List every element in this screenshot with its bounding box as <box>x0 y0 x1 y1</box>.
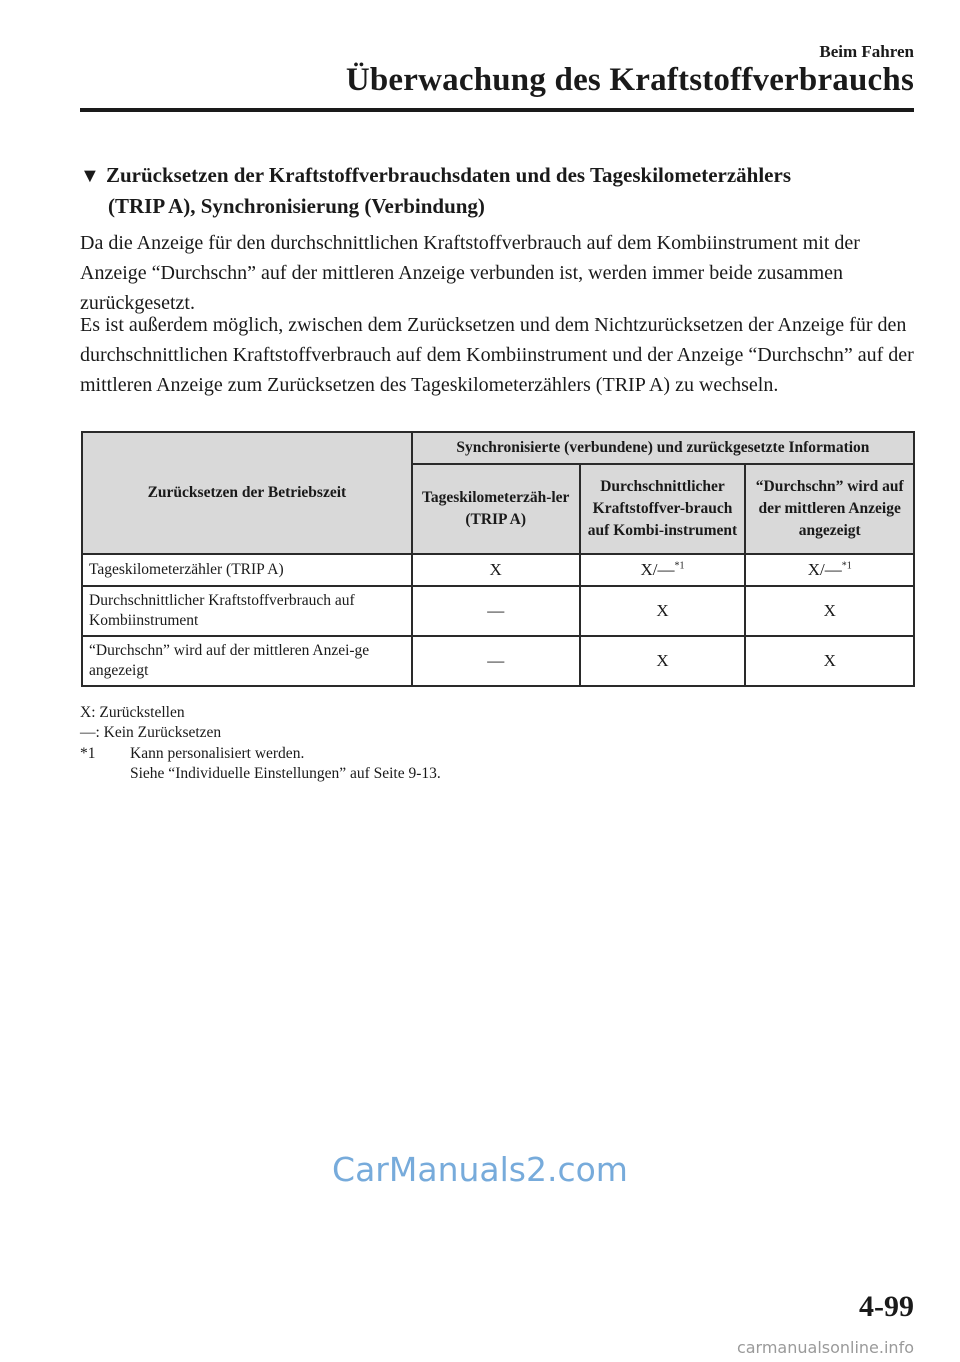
legend-dash: —: Kein Zurücksetzen <box>80 724 222 741</box>
reset-sync-table <box>81 431 915 687</box>
running-header-section: Beim Fahren <box>819 42 914 61</box>
table-group-header: Synchronisierte (verbundene) und zurückgesetzte Information <box>412 432 914 464</box>
running-header-title: Überwachung des Kraftstoffverbrauchs <box>345 62 914 98</box>
table-column-header: Durchschnittlicher Kraftstoffver-brauch auf Kombi-instrument <box>580 464 746 554</box>
table-row <box>82 586 914 636</box>
table-row <box>82 636 914 686</box>
table-row-label: Durchschnittlicher Kraftstoffverbrauch auf Kombiinstrument <box>82 586 412 636</box>
table-cell: X <box>745 636 914 686</box>
footnote-text: Kann personalisiert werden. <box>130 745 305 762</box>
footnote-reference: Siehe “Individuelle Einstellungen” auf Seite 9-13. <box>130 765 441 782</box>
table-cell: X <box>745 586 914 636</box>
footer-site: carmanualsonline.info <box>736 1338 914 1357</box>
triangle-down-icon: ▼ <box>80 165 100 187</box>
footnote <box>80 744 304 764</box>
body-paragraph-1: Da die Anzeige für den durchschnittlichen Kraftstoffverbrauch auf dem Kombiinstrument mit der Anzeige “Durchschn” auf der mittleren Anzeige verbunden ist, werden immer beide zusammen zurückgesetzt. <box>80 232 860 314</box>
table-cell: X <box>580 586 746 636</box>
body-paragraph-2: Es ist außerdem möglich, zwischen dem Zurücksetzen und dem Nichtzurücksetzen der Anzeige für den durchschnittlichen Kraftstoffverbrauch auf dem Kombiinstrument und der Anzeige “Durchschn” auf der mittleren Anzeige zum Zurücksetzen des Tageskilometerzählers (TRIP A) zu wechseln. <box>80 314 914 396</box>
footnote-mark: *1 <box>80 745 96 762</box>
table-row <box>82 554 914 586</box>
table-row-label: Tageskilometerzähler (TRIP A) <box>82 554 412 586</box>
section-heading-line1: Zurücksetzen der Kraftstoffverbrauchsdaten und des Tageskilometerzählers <box>106 163 791 187</box>
table-cell: X <box>580 636 746 686</box>
section-heading-line2: (TRIP A), Synchronisierung (Verbindung) <box>108 194 485 218</box>
table-column-header: “Durchschn” wird auf der mittleren Anzeige angezeigt <box>745 464 914 554</box>
table-cell: X/—$^{*1}$ <box>745 554 914 586</box>
table-cell: — <box>412 586 580 636</box>
table-cell: X/—$^{*1}$ <box>580 554 746 586</box>
table-row-label: “Durchschn” wird auf der mittleren Anzei-ge angezeigt <box>82 636 412 686</box>
page-number: 4-99 <box>859 1290 914 1323</box>
table-cell: X <box>412 554 580 586</box>
table-column-header: Tageskilometerzäh-ler (TRIP A) <box>412 464 580 554</box>
watermark: CarManuals2.com <box>332 1150 628 1189</box>
legend-x: X: Zurückstellen <box>80 704 185 721</box>
section-heading <box>80 160 920 221</box>
table-cell: — <box>412 636 580 686</box>
table-corner-header: Zurücksetzen der Betriebszeit <box>82 432 412 554</box>
header-rule <box>80 108 914 112</box>
